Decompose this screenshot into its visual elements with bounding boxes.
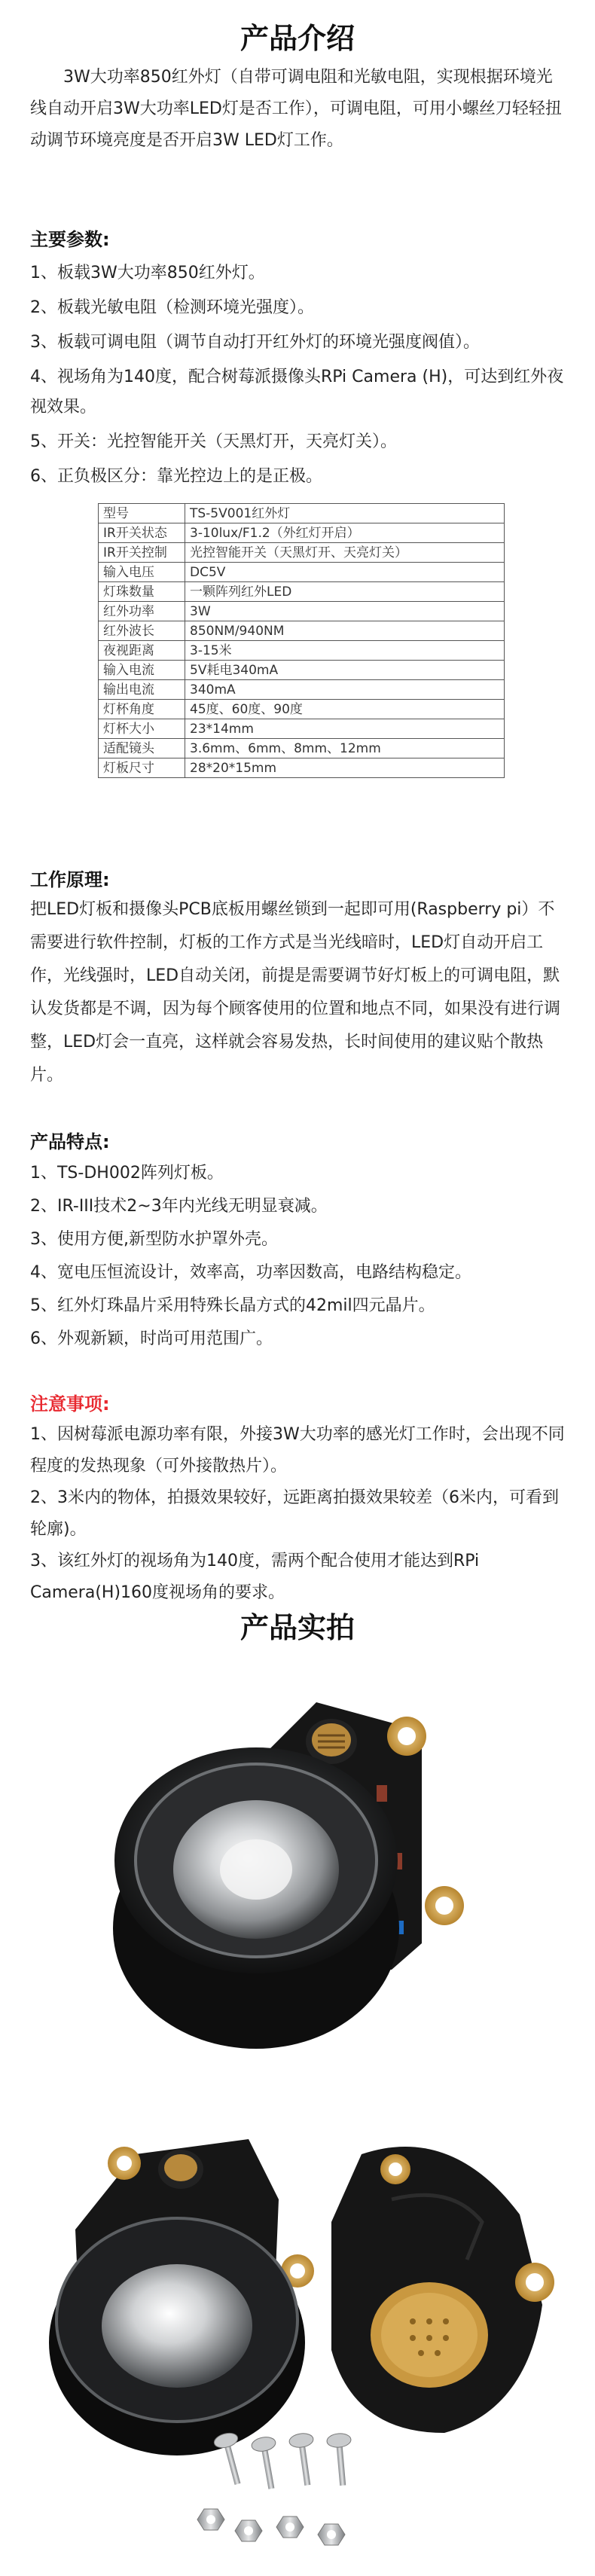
params-list [30, 256, 566, 494]
notes-list [30, 1419, 566, 1609]
features-list [30, 1157, 566, 1356]
spec-value: 850NM/940NM [185, 621, 505, 641]
spec-row [99, 563, 505, 582]
spec-key: 适配镜头 [99, 739, 185, 758]
spec-row [99, 543, 505, 563]
spec-row [99, 621, 505, 641]
spec-row [99, 504, 505, 523]
spec-value: 一颗阵列红外LED [185, 582, 505, 602]
spec-key: 输入电压 [99, 563, 185, 582]
spec-key: 灯杯大小 [99, 719, 185, 739]
spec-row [99, 719, 505, 739]
nuts [197, 2509, 345, 2545]
spec-value: 3W [185, 602, 505, 621]
product-photo-pair [0, 2109, 595, 2576]
list-item: 2、IR-III技术2~3年内光线无明显衰减。 [30, 1197, 328, 1216]
photos-title: 产品实拍 [240, 1611, 355, 1644]
list-item: 5、红外灯珠晶片采用特殊长晶方式的42mil四元晶片。 [30, 1296, 435, 1315]
spec-key: 灯杯角度 [99, 700, 185, 719]
spec-key: 红外波长 [99, 621, 185, 641]
spec-key: 输出电流 [99, 680, 185, 700]
spec-value: 45度、60度、90度 [185, 700, 505, 719]
spec-value: 3.6mm、6mm、8mm、12mm [185, 739, 505, 758]
spec-value: 28*20*15mm [185, 758, 505, 778]
list-item: 6、外观新颖，时尚可用范围广。 [30, 1329, 273, 1348]
features-heading: 产品特点: [30, 1131, 110, 1152]
spec-value: 340mA [185, 680, 505, 700]
pcb-board-back [331, 2147, 554, 2433]
intro-title: 产品介绍 [240, 22, 355, 55]
spec-key: 输入电流 [99, 661, 185, 680]
spec-key: 型号 [99, 504, 185, 523]
principle-heading: 工作原理: [30, 869, 110, 890]
list-item: 6、正负极区分：靠光控边上的是正极。 [30, 467, 322, 486]
notes-heading: 注意事项: [30, 1393, 110, 1415]
spec-value: 5V耗电340mA [185, 661, 505, 680]
list-item: 2、3米内的物体，拍摄效果较好，远距离拍摄效果较差（6米内，可看到轮廓)。 [30, 1488, 559, 1539]
screws [212, 2431, 355, 2491]
spec-value: DC5V [185, 563, 505, 582]
spec-row [99, 758, 505, 778]
product-photo-single [0, 1672, 595, 2064]
list-item: 3、使用方便,新型防水护罩外壳。 [30, 1230, 278, 1249]
list-item: 1、因树莓派电源功率有限，外接3W大功率的感光灯工作时，会出现不同程度的发热现象（可外接散热片）。 [30, 1425, 565, 1476]
led-lens [102, 2264, 252, 2388]
list-item: 3、该红外灯的视场角为140度，需两个配合使用才能达到RPi Camera(H)160度视场角的要求。 [30, 1552, 480, 1602]
spec-value: TS-5V001红外灯 [185, 504, 505, 523]
list-item: 1、TS-DH002阵列灯板。 [30, 1164, 224, 1183]
spec-row [99, 661, 505, 680]
params-heading: 主要参数: [30, 229, 110, 250]
list-item: 5、开关：光控智能开关（天黑灯开，天亮灯关）。 [30, 432, 397, 451]
spec-value: 3-10lux/F1.2（外红灯开启） [185, 523, 505, 543]
spec-row [99, 523, 505, 543]
spec-key: 红外功率 [99, 602, 185, 621]
list-item: 3、板载可调电阻（调节自动打开红外灯的环境光强度阀值）。 [30, 333, 480, 352]
spec-row [99, 680, 505, 700]
list-item: 1、板载3W大功率850红外灯。 [30, 264, 265, 282]
list-item: 4、视场角为140度，配合树莓派摄像头RPi Camera (H)，可达到红外夜视效果。 [30, 368, 564, 417]
spec-key: 灯珠数量 [99, 582, 185, 602]
spec-table [98, 503, 505, 778]
spec-value: 23*14mm [185, 719, 505, 739]
principle-paragraph: 把LED灯板和摄像头PCB底板用螺丝锁到一起即可用(Raspberry pi）不需要进行软件控制，灯板的工作方式是当光线暗时，LED灯自动开启工作，光线强时，LED自动关闭，前提是需要调节好灯板上的可调电阻，默认发货都是不调，因为每个顾客使用的位置和地点不同，如果没有进行调整，LED灯会一直亮，这样就会容易发热，长时间使用的建议贴个散热片。 [30, 900, 561, 1085]
spec-key: 夜视距离 [99, 641, 185, 661]
spec-row [99, 602, 505, 621]
list-item: 2、板载光敏电阻（检测环境光强度）。 [30, 298, 314, 317]
spec-value: 光控智能开关（天黑灯开、天亮灯关） [185, 543, 505, 563]
spec-row [99, 582, 505, 602]
spec-value: 3-15米 [185, 641, 505, 661]
spec-row [99, 700, 505, 719]
intro-paragraph: 3W大功率850红外灯（自带可调电阻和光敏电阻，实现根据环境光线自动开启3W大功率LED灯是否工作），可调电阻，可用小螺丝刀轻轻扭动调节环境亮度是否开启3W LED灯工作。 [30, 68, 562, 150]
spec-row [99, 739, 505, 758]
pcb-board-front [49, 2139, 314, 2455]
led-cup [113, 1747, 399, 2049]
spec-row [99, 641, 505, 661]
spec-key: IR开关控制 [99, 543, 185, 563]
spec-key: IR开关状态 [99, 523, 185, 543]
spec-key: 灯板尺寸 [99, 758, 185, 778]
list-item: 4、宽电压恒流设计，效率高，功率因数高，电路结构稳定。 [30, 1263, 471, 1282]
